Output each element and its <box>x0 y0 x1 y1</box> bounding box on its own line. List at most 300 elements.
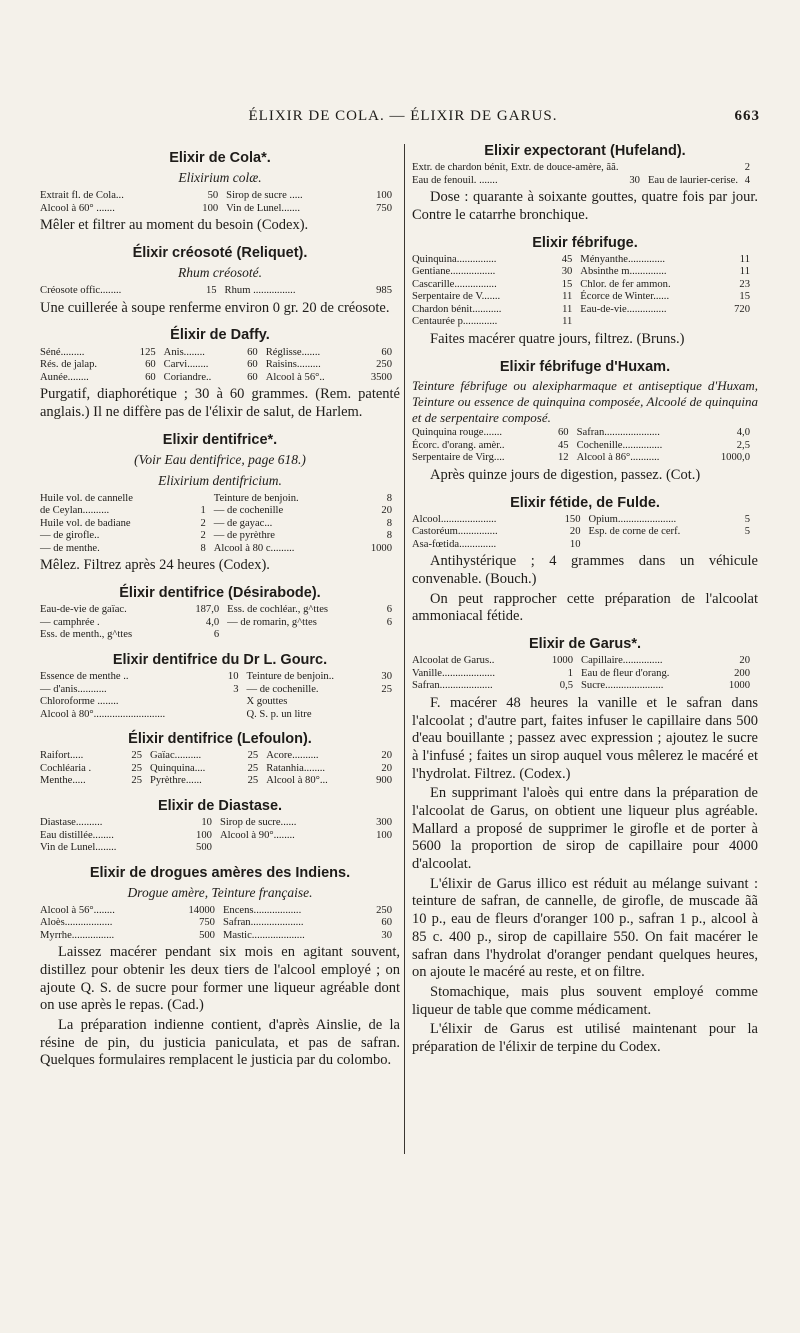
ingredient-quantity: 300 <box>376 817 392 829</box>
ingredient-quantity: 30 <box>381 671 392 683</box>
ingredient-name: Ményanthe.............. <box>580 253 666 265</box>
ingredient-row <box>40 671 400 684</box>
ingredient-quantity: 60 <box>145 359 156 371</box>
ingredient-quantity: 8 <box>200 542 206 554</box>
entry-fulde <box>412 494 758 627</box>
ingredient-name: Huile vol. de badiane <box>40 517 131 529</box>
ingredient-row <box>40 905 400 918</box>
ingredient-quantity: 500 <box>199 929 215 941</box>
entry-text: Dose : quarante à soixante gouttes, quatre fois par jour. Contre le catarrhe bronchique. <box>412 189 758 223</box>
entry-title: Elixir de Diastase. <box>157 797 283 814</box>
ingredient-row <box>412 539 758 552</box>
ingredient-name: Alcoolat de Garus.. <box>412 655 495 667</box>
ingredient-quantity: 4,0 <box>205 616 220 628</box>
column-divider <box>404 144 405 1154</box>
ingredient-name: Écorce de Winter...... <box>580 291 670 303</box>
ingredient-quantity: 5 <box>744 513 750 525</box>
ingredient-quantity: 25 <box>131 762 142 774</box>
ingredient-name: — de girofle.. <box>40 530 100 542</box>
ingredient-quantity: 100 <box>376 829 392 841</box>
ingredient-name: Safran..................... <box>576 427 660 439</box>
ingredient-row <box>40 359 400 372</box>
entry-synonyms: Teinture fébrifuge ou alexipharmaque et antiseptique d'Huxam, Teinture ou essence de quinquina composée, Alcoolé de quinquina et de serpentaire composé. <box>412 377 758 425</box>
ingredient-name: Vin de Lunel........ <box>40 842 117 854</box>
ingredient-quantity <box>722 316 758 329</box>
ingredient-name: Carvi........ <box>163 359 209 371</box>
ingredient-quantity: 1000 <box>728 680 750 692</box>
entry-title: Élixir créosoté (Reliquet). <box>132 244 308 261</box>
entry-text: Laissez macérer pendant six mois en agitant souvent, distillez pour obtenir les deux tiers de l'alcool employé ; on ajoute Q. S. de sucre pour former une liqueur agréable dont on use après le repas. (Cad.) <box>40 944 400 1014</box>
ingredient-quantity: 20 <box>381 762 392 774</box>
ingredient-table <box>40 347 400 385</box>
ingredient-name: Pyrèthre...... <box>149 775 202 787</box>
ingredient-quantity <box>193 493 214 506</box>
ingredient-table <box>412 254 758 329</box>
page-number: 663 <box>734 108 760 124</box>
ingredient-quantity: 2 <box>200 530 206 542</box>
ingredient-quantity: 60 <box>558 427 569 439</box>
ingredient-name: Chardon bénit........... <box>412 303 502 315</box>
ingredient-name: Raisins......... <box>265 359 321 371</box>
ingredient-quantity: 30 <box>561 266 573 278</box>
ingredient-name: Eau de laurier-cerise. <box>647 174 739 186</box>
entry-title: Élixir de Daffy. <box>170 327 270 344</box>
ingredient-name: Eau de fleur d'orang. <box>581 667 670 679</box>
ingredient-name: Essence de menthe .. <box>40 671 129 683</box>
ingredient-table <box>40 285 400 298</box>
ingredient-table <box>412 655 758 693</box>
ingredient-row <box>40 696 400 709</box>
entry-text: Une cuillerée à soupe renferme environ 0 gr. 20 de créosote. <box>40 299 390 316</box>
cross-reference: (Voir Eau dentifrice, page 618.) <box>134 451 306 467</box>
ingredient-quantity: 25 <box>247 750 259 762</box>
ingredient-name: Chloroforme ........ <box>40 696 119 708</box>
ingredient-quantity: 10 <box>201 817 212 829</box>
ingredient-name: Gaïac.......... <box>149 750 202 762</box>
ingredient-table <box>412 162 758 187</box>
ingredient-name: Cochléaria . <box>40 762 92 774</box>
ingredient-name: X gouttes <box>246 696 288 708</box>
ingredient-name: Alcool à 60° ....... <box>40 202 115 214</box>
ingredient-quantity: 25 <box>131 750 142 762</box>
ingredient-row <box>40 750 400 763</box>
ingredient-name: Mastic.................... <box>222 929 305 941</box>
ingredient-quantity: 150 <box>564 513 581 525</box>
ingredient-name: Capillaire............... <box>581 655 663 667</box>
ingredient-name: Eau de fenouil. ....... <box>412 174 498 186</box>
ingredient-row <box>412 175 758 188</box>
entry-title: Elixir fétide, de Fulde. <box>510 494 660 511</box>
ingredient-name: Teinture de benjoin.. <box>246 671 334 683</box>
ingredient-quantity: 250 <box>376 359 392 371</box>
ingredient-name: Quinquina.... <box>149 762 206 774</box>
ingredient-quantity <box>374 696 400 709</box>
ingredient-quantity: 250 <box>376 904 392 916</box>
ingredient-row <box>412 526 758 539</box>
ingredient-quantity: 25 <box>131 775 142 787</box>
entry-indiens <box>40 864 400 1071</box>
ingredient-row <box>412 427 758 440</box>
ingredient-name: Acore.......... <box>266 750 319 762</box>
ingredient-table <box>40 604 400 642</box>
entry-text: L'élixir de Garus est utilisé maintenant pour la préparation de l'élixir de terpine du Codex. <box>412 1021 758 1055</box>
ingredient-name: — de gayac... <box>213 517 273 529</box>
entry-garus <box>412 635 758 1057</box>
ingredient-name <box>220 842 358 855</box>
ingredient-quantity <box>737 539 758 552</box>
ingredient-name: Coriandre.. <box>163 371 212 383</box>
ingredient-name: Serpentaire de V....... <box>412 291 501 303</box>
ingredient-quantity: 750 <box>376 202 392 214</box>
entry-text: Antihystérique ; 4 grammes dans un véhicule convenable. (Bouch.) <box>412 553 758 588</box>
ingredient-quantity: 25 <box>247 775 259 787</box>
entry-text: Stomachique, mais plus souvent employé comme liqueur de table que comme médicament. <box>412 983 758 1018</box>
ingredient-name <box>648 162 744 175</box>
ingredient-quantity: 30 <box>629 174 640 186</box>
ingredient-name: Sirop de sucre ..... <box>226 190 303 202</box>
entry-title: Elixir dentifrice du Dr L. Gourc. <box>112 651 328 668</box>
ingredient-quantity: 10 <box>227 671 239 683</box>
ingredient-table <box>412 427 758 465</box>
ingredient-name <box>588 539 737 552</box>
ingredient-quantity <box>220 709 246 722</box>
latin-name: Rhum créosoté. <box>178 265 262 281</box>
entry-text: F. macérer 48 heures la vanille et le safran dans l'alcoolat ; d'autre part, faites infuser le capillaire dans 500 d'eau bouillante ; passez avec expression ; ajoutez le sucre à l'infusé ; faites un sirop auquel vous mêlerez le macéré et l'hydrolat. Filtrez. (Codex.) <box>412 694 758 782</box>
entry-title: Elixir de drogues amères des Indiens. <box>89 864 351 881</box>
ingredient-row <box>412 254 758 267</box>
ingredient-name: — camphrée . <box>40 616 100 628</box>
ingredient-quantity <box>358 842 400 855</box>
ingredient-quantity: 3 <box>233 683 239 695</box>
ingredient-quantity: 45 <box>558 439 569 451</box>
ingredient-row <box>40 543 400 556</box>
ingredient-quantity: 6 <box>213 629 220 641</box>
ingredient-quantity: 60 <box>247 371 258 383</box>
ingredient-name: Aloès.................. <box>40 917 113 929</box>
entry-text: Faites macérer quatre jours, filtrez. (Bruns.) <box>430 330 685 347</box>
ingredient-row <box>40 203 400 216</box>
ingredient-quantity: 750 <box>199 917 215 929</box>
ingredient-name: Cochenille............... <box>576 439 663 451</box>
ingredient-quantity: 1 <box>200 505 206 517</box>
latin-name: Elixirium dentifricium. <box>158 472 282 488</box>
ingredient-quantity: 4,0 <box>736 427 750 439</box>
ingredient-quantity: 900 <box>376 775 392 787</box>
entry-expectorant <box>412 142 758 225</box>
ingredient-row <box>412 291 758 304</box>
ingredient-quantity <box>629 162 648 175</box>
ingredient-name: Sirop de sucre...... <box>219 817 297 829</box>
entry-title: Elixir expectorant (Hufeland). <box>484 143 686 159</box>
ingredient-name: Quinquina............... <box>412 253 497 265</box>
ingredient-name: Absinthe m.............. <box>580 266 667 278</box>
ingredient-row <box>40 372 400 385</box>
ingredient-quantity: 720 <box>734 303 750 315</box>
ingredient-name: Alcool à 80°... <box>266 775 328 787</box>
ingredient-name: Q. S. p. un litre <box>246 708 312 720</box>
ingredient-quantity: 0,5 <box>559 680 574 692</box>
ingredient-quantity: 1000 <box>551 655 574 667</box>
entry-gourc <box>40 651 400 721</box>
ingredient-row <box>412 668 758 681</box>
ingredient-quantity: 1000 <box>370 542 392 554</box>
ingredient-row <box>40 763 400 776</box>
ingredient-quantity: 60 <box>145 371 156 383</box>
ingredient-row <box>412 316 758 329</box>
left-column <box>40 140 400 1072</box>
ingredient-name: Ess. de menth., g^ttes <box>40 629 133 641</box>
ingredient-quantity: 8 <box>386 517 392 529</box>
entry-title: Elixir fébrifuge d'Huxam. <box>499 358 671 375</box>
ingredient-name: — d'anis........... <box>40 683 107 695</box>
ingredient-quantity: 985 <box>376 285 392 297</box>
entry-daffy <box>40 326 400 421</box>
entry-title: Elixir de Garus*. <box>528 636 642 653</box>
ingredient-name: Ess. de cochléar., g^ttes <box>227 604 329 616</box>
ingredient-name: Aunée........ <box>40 371 89 383</box>
entry-diastase <box>40 797 400 855</box>
ingredient-quantity: 3500 <box>370 371 392 383</box>
ingredient-quantity: 11 <box>562 303 573 315</box>
ingredient-quantity: 100 <box>376 190 392 202</box>
ingredient-name: — de cochenille. <box>246 683 319 695</box>
ingredient-quantity: 12 <box>558 452 569 464</box>
ingredient-row <box>412 452 758 465</box>
ingredient-quantity: 1 <box>567 667 574 679</box>
ingredient-row <box>412 680 758 693</box>
ingredient-row <box>412 514 758 527</box>
entry-lefoulon <box>40 730 400 788</box>
ingredient-quantity: 15 <box>739 291 750 303</box>
ingredient-table <box>40 817 400 855</box>
ingredient-name: Rhum ................ <box>224 285 296 297</box>
latin-name: Drogue amère, Teinture française. <box>127 884 313 900</box>
ingredient-quantity: 50 <box>207 190 219 202</box>
ingredient-quantity <box>380 629 400 642</box>
ingredient-name: Cascarille................ <box>412 278 497 290</box>
latin-name: Elixirium colæ. <box>178 170 262 186</box>
ingredient-quantity: 15 <box>561 278 573 290</box>
ingredient-row <box>412 266 758 279</box>
ingredient-name: Alcool à 80 c......... <box>213 542 295 554</box>
ingredient-row <box>412 279 758 292</box>
ingredient-quantity: 20 <box>381 750 392 762</box>
ingredient-quantity: 8 <box>386 492 392 504</box>
ingredient-name: Anis........ <box>163 346 205 358</box>
ingredient-name: Centaurée p............. <box>412 316 498 328</box>
ingredient-name: — de romarin, g^ttes <box>227 616 317 628</box>
ingredient-row <box>40 505 400 518</box>
ingredient-row <box>40 493 400 506</box>
ingredient-name: Chlor. de fer ammon. <box>580 278 671 290</box>
entry-creosote <box>40 244 400 317</box>
ingredient-name: Castoréum............... <box>412 526 498 538</box>
ingredient-quantity: 200 <box>734 667 750 679</box>
ingredient-quantity: 30 <box>381 929 392 941</box>
ingredient-name: Vin de Lunel....... <box>226 202 300 214</box>
ingredient-quantity: 60 <box>381 346 392 358</box>
ingredient-name: Eau-de-vie............... <box>580 303 667 315</box>
ingredient-name: Serpentaire de Virg.... <box>412 452 505 464</box>
ingredient-quantity: 4 <box>744 174 750 186</box>
ingredient-quantity: 25 <box>247 762 259 774</box>
ingredient-row <box>412 440 758 453</box>
ingredient-quantity: 500 <box>196 842 212 854</box>
ingredient-row <box>412 655 758 668</box>
ingredient-quantity: 6 <box>386 616 392 628</box>
ingredient-quantity: 25 <box>381 683 392 695</box>
ingredient-name: Écorc. d'orang. amèr.. <box>412 439 505 451</box>
ingredient-quantity: 11 <box>739 266 750 278</box>
ingredient-quantity: 125 <box>139 346 156 358</box>
ingredient-quantity: 20 <box>569 526 581 538</box>
ingredient-name: Gentiane................. <box>412 266 496 278</box>
ingredient-name: Teinture de benjoin. <box>213 492 299 504</box>
ingredient-name: Extrait fl. de Cola... <box>40 190 124 202</box>
ingredient-name: Raifort..... <box>40 750 84 762</box>
ingredient-name: Eau-de-vie de gaïac. <box>40 604 127 616</box>
ingredient-row <box>40 604 400 617</box>
ingredient-quantity: 11 <box>562 291 573 303</box>
ingredient-name: Diastase.......... <box>40 817 103 829</box>
ingredient-name: Alcool à 86°........... <box>576 452 660 464</box>
ingredient-quantity: 100 <box>196 829 212 841</box>
ingredient-quantity: 11 <box>739 253 750 265</box>
ingredient-row <box>40 842 400 855</box>
ingredient-name: Vanille.................... <box>412 667 495 679</box>
ingredient-quantity: 11 <box>562 316 573 328</box>
entry-title: Elixir dentifrice*. <box>162 431 278 448</box>
ingredient-row <box>40 285 400 298</box>
ingredient-name: Safran.................... <box>412 680 493 692</box>
ingredient-table <box>40 190 400 215</box>
ingredient-quantity: 8 <box>386 530 392 542</box>
ingredient-row <box>40 830 400 843</box>
ingredient-quantity: 45 <box>561 253 573 265</box>
ingredient-quantity: 1000,0 <box>720 452 750 464</box>
ingredient-row <box>40 530 400 543</box>
ingredient-row <box>40 684 400 697</box>
ingredient-row <box>412 162 758 175</box>
ingredient-quantity: 14000 <box>188 904 215 916</box>
ingredient-name: Myrrhe................ <box>40 929 115 941</box>
ingredient-name: Alcool..................... <box>412 513 497 525</box>
entry-text: Mêler et filtrer au moment du besoin (Codex). <box>40 217 309 234</box>
ingredient-name: Menthe..... <box>40 775 86 787</box>
ingredient-quantity: 20 <box>739 655 750 667</box>
ingredient-quantity: 60 <box>247 346 258 358</box>
ingredient-name: Alcool à 56°........ <box>40 904 115 916</box>
ingredient-name: Opium...................... <box>588 513 677 525</box>
ingredient-name <box>580 316 721 329</box>
entry-text: L'élixir de Garus illico est réduit au mélange suivant : teinture de safran, de cannelle, de girofle, de muscade ãã 10 p., eau de fleurs d'oranger 100 p., safran 1 p., alcool à 85 c. 400 p., sirop de capillaire 550. On fait macérer le safran dans l'hydrolat d'oranger pendant quelques heures, on ajoute le macéré au reste, et on filtre. <box>412 875 758 981</box>
ingredient-name: — de menthe. <box>40 542 100 554</box>
ingredient-table <box>40 905 400 943</box>
ingredient-name: Safran.................... <box>222 917 304 929</box>
ingredient-quantity <box>374 709 400 722</box>
entry-dentifrice <box>40 431 400 575</box>
ingredient-name: Quinquina rouge....... <box>412 427 503 439</box>
ingredient-name: Alcool à 90°........ <box>219 829 295 841</box>
ingredient-row <box>40 817 400 830</box>
entry-huxam <box>412 358 758 485</box>
ingredient-name: de Ceylan.......... <box>40 505 110 517</box>
ingredient-quantity: 60 <box>381 917 392 929</box>
ingredient-quantity: 23 <box>739 278 750 290</box>
ingredient-row <box>40 629 400 642</box>
ingredient-table <box>40 493 400 556</box>
ingredient-row <box>40 518 400 531</box>
entry-febrifuge <box>412 234 758 349</box>
ingredient-name: Réglisse....... <box>265 346 321 358</box>
ingredient-name: Asa-fœtida.............. <box>412 538 497 550</box>
ingredient-name: Alcool à 56°.. <box>265 371 325 383</box>
ingredient-row <box>40 190 400 203</box>
entry-desirabode <box>40 584 400 642</box>
ingredient-row <box>40 917 400 930</box>
ingredient-quantity: 2,5 <box>736 439 750 451</box>
entry-text: On peut rapprocher cette préparation de l'alcoolat ammoniacal fétide. <box>412 590 758 625</box>
ingredient-name: Créosote offic........ <box>40 285 122 297</box>
entry-title: Elixir de Cola*. <box>169 150 271 166</box>
ingredient-quantity: 2 <box>200 517 206 529</box>
ingredient-quantity: 6 <box>386 604 392 616</box>
ingredient-table <box>40 671 400 721</box>
ingredient-name: Encens.................. <box>222 904 302 916</box>
ingredient-row <box>40 617 400 630</box>
running-title: ÉLIXIR DE COLA. — ÉLIXIR DE GARUS. <box>248 108 558 124</box>
ingredient-row <box>412 304 758 317</box>
ingredient-name: Alcool à 80°........................... <box>40 708 166 720</box>
ingredient-name: Eau distillée........ <box>40 829 114 841</box>
ingredient-name: Huile vol. de cannelle <box>40 492 133 504</box>
ingredient-table <box>412 514 758 552</box>
ingredient-name <box>227 629 380 642</box>
ingredient-quantity: 187,0 <box>195 604 220 616</box>
ingredient-name: Séné......... <box>40 346 85 358</box>
ingredient-name: Rés. de jalap. <box>40 359 98 371</box>
right-column <box>412 140 758 1059</box>
ingredient-name: — de pyrèthre <box>213 530 275 542</box>
ingredient-quantity: 5 <box>744 526 750 538</box>
ingredient-row <box>40 930 400 943</box>
ingredient-row <box>40 775 400 788</box>
running-head <box>46 108 760 128</box>
ingredient-name: Extr. de chardon bénit, Extr. de douce-amère, ãã. <box>412 162 619 174</box>
ingredient-row <box>40 709 400 722</box>
entry-text: Après quinze jours de digestion, passez. (Cot.) <box>430 466 701 483</box>
ingredient-name: Esp. de corne de cerf. <box>588 526 681 538</box>
ingredient-row <box>40 347 400 360</box>
ingredient-quantity: 2 <box>744 162 750 174</box>
ingredient-quantity: 20 <box>381 505 392 517</box>
ingredient-quantity: 60 <box>247 359 258 371</box>
ingredient-name: Sucre...................... <box>581 680 664 692</box>
entry-text: Purgatif, diaphorétique ; 30 à 60 grammes. (Rem. patenté anglais.) Il ne diffère pas de l'élixir de salut, de Harlem. <box>40 386 400 420</box>
entry-text: En supprimant l'aloès qui entre dans la préparation de l'alcoolat de Garus, on obtient une liqueur plus agréable. Mallard a proposé de supprimer le girofle et de porter à 5600 la proportion de sirop de capillaire pour 4000 d'alcoolat. <box>412 785 758 873</box>
entry-text: Mêlez. Filtrez après 24 heures (Codex). <box>40 557 270 574</box>
ingredient-quantity <box>220 696 246 709</box>
entry-text: La préparation indienne contient, d'après Ainslie, de la résine de pin, du justicia paniculata, et pas de safran. Quelques formulaires remplacent le justicia par du colombo. <box>40 1017 400 1069</box>
ingredient-name: — de cochenille <box>213 505 284 517</box>
ingredient-name: Ratanhia........ <box>266 762 326 774</box>
entry-title: Élixir dentifrice (Lefoulon). <box>128 731 312 748</box>
ingredient-quantity: 100 <box>202 202 219 214</box>
entry-title: Élixir dentifrice (Désirabode). <box>119 585 321 601</box>
entry-cola <box>40 149 400 235</box>
ingredient-quantity: 10 <box>569 538 581 550</box>
ingredient-quantity: 15 <box>205 285 217 297</box>
